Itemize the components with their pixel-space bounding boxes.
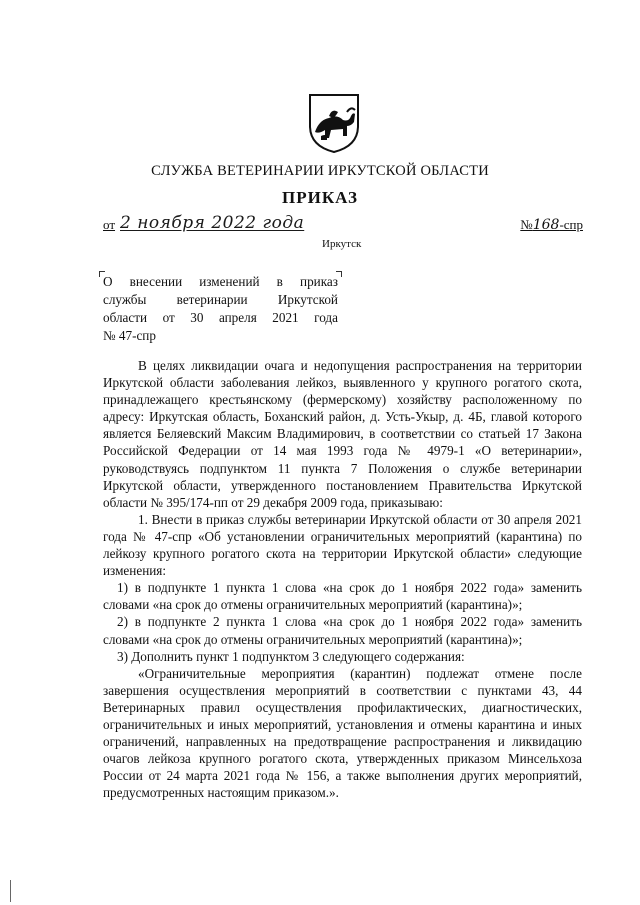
number-suffix: -спр bbox=[559, 217, 583, 232]
body-paragraph-subitem-2: 2) в подпункте 2 пункта 1 слова «на срок до 1 ноября 2022 года» заменить словами «на срок до отмены ограничительных мероприятий (карантина)»; bbox=[103, 614, 582, 647]
scan-margin-mark bbox=[10, 880, 11, 902]
date-number-row bbox=[103, 213, 583, 239]
document-type-title: ПРИКАЗ bbox=[282, 188, 358, 207]
handwritten-number: 168 bbox=[532, 217, 560, 233]
body-paragraph-preamble: В целях ликвидации очага и недопущения распространения на территории Иркутской области заболевания лейкоз, выявленного у крупного рогатого скота, принадлежащего крестьянскому (фермерскому) хозяйству расположенному по адресу: Иркутская область, Боханский район, д. Усть-Укыр, д. 4Б, главой которого является Беляевский Максим Владимирович, в соответствии со статьей 17 Закона Российской Федерации от 14 мая 1993 года № 4979-1 «О ветеринарии», руководствуясь подпунктом 11 пункта 7 Положения о службе ветеринарии Иркутской области, утвержденного постановлением Правительства Иркутской области № 395/174-пп от 29 декабря 2009 года, приказываю: bbox=[103, 358, 582, 510]
body-paragraph-quote: «Ограничительные мероприятия (карантин) подлежат отмене после завершения осуществления мероприятий в соответствии с пунктами 43, 44 Ветеринарных правил осуществления профилактических, диагностических, ограничительных и иных мероприятий, установления и отмены карантина и иных ограничений, направленных на предотвращение распространения и ликвидацию очагов лейкоза крупного рогатого скота, утвержденных приказом Минсельхоза России от 24 марта 2021 года № 156, а также выполнения других мероприятий, предусмотренных настоящим приказом.». bbox=[103, 665, 582, 801]
irkutsk-coat-of-arms-icon bbox=[307, 92, 361, 154]
number-prefix: № bbox=[520, 217, 533, 232]
subject-line: области от 30 апреля 2021 года bbox=[103, 310, 338, 325]
body-paragraph-item-1: 1. Внести в приказ службы ветеринарии Иркутской области от 30 апреля 2021 года № 47-спр «Об установлении ограничительных мероприятий (карантина) по лейкозу крупного рогатого скота на территории Иркутской области» следующие изменения: bbox=[103, 511, 582, 579]
date-prefix: от bbox=[103, 217, 116, 232]
handwritten-date: 2 ноября 2022 года bbox=[120, 213, 305, 233]
order-body bbox=[103, 357, 582, 801]
body-paragraph-subitem-1: 1) в подпункте 1 пункта 1 слова «на срок до 1 ноября 2022 года» заменить словами «на срок до отмены ограничительных мероприятий (карантина)»; bbox=[103, 580, 582, 613]
order-number bbox=[520, 217, 583, 233]
subject-line: № 47-спр bbox=[103, 328, 156, 343]
order-subject bbox=[103, 273, 338, 345]
organization-name: СЛУЖБА ВЕТЕРИНАРИИ ИРКУТСКОЙ ОБЛАСТИ bbox=[151, 163, 489, 179]
body-paragraph-subitem-3: 3) Дополнить пункт 1 подпунктом 3 следующего содержания: bbox=[117, 648, 465, 664]
subject-line: службы ветеринарии Иркутской bbox=[103, 292, 338, 307]
city-name: Иркутск bbox=[322, 238, 362, 250]
subject-line: О внесении изменений в приказ bbox=[103, 274, 338, 289]
